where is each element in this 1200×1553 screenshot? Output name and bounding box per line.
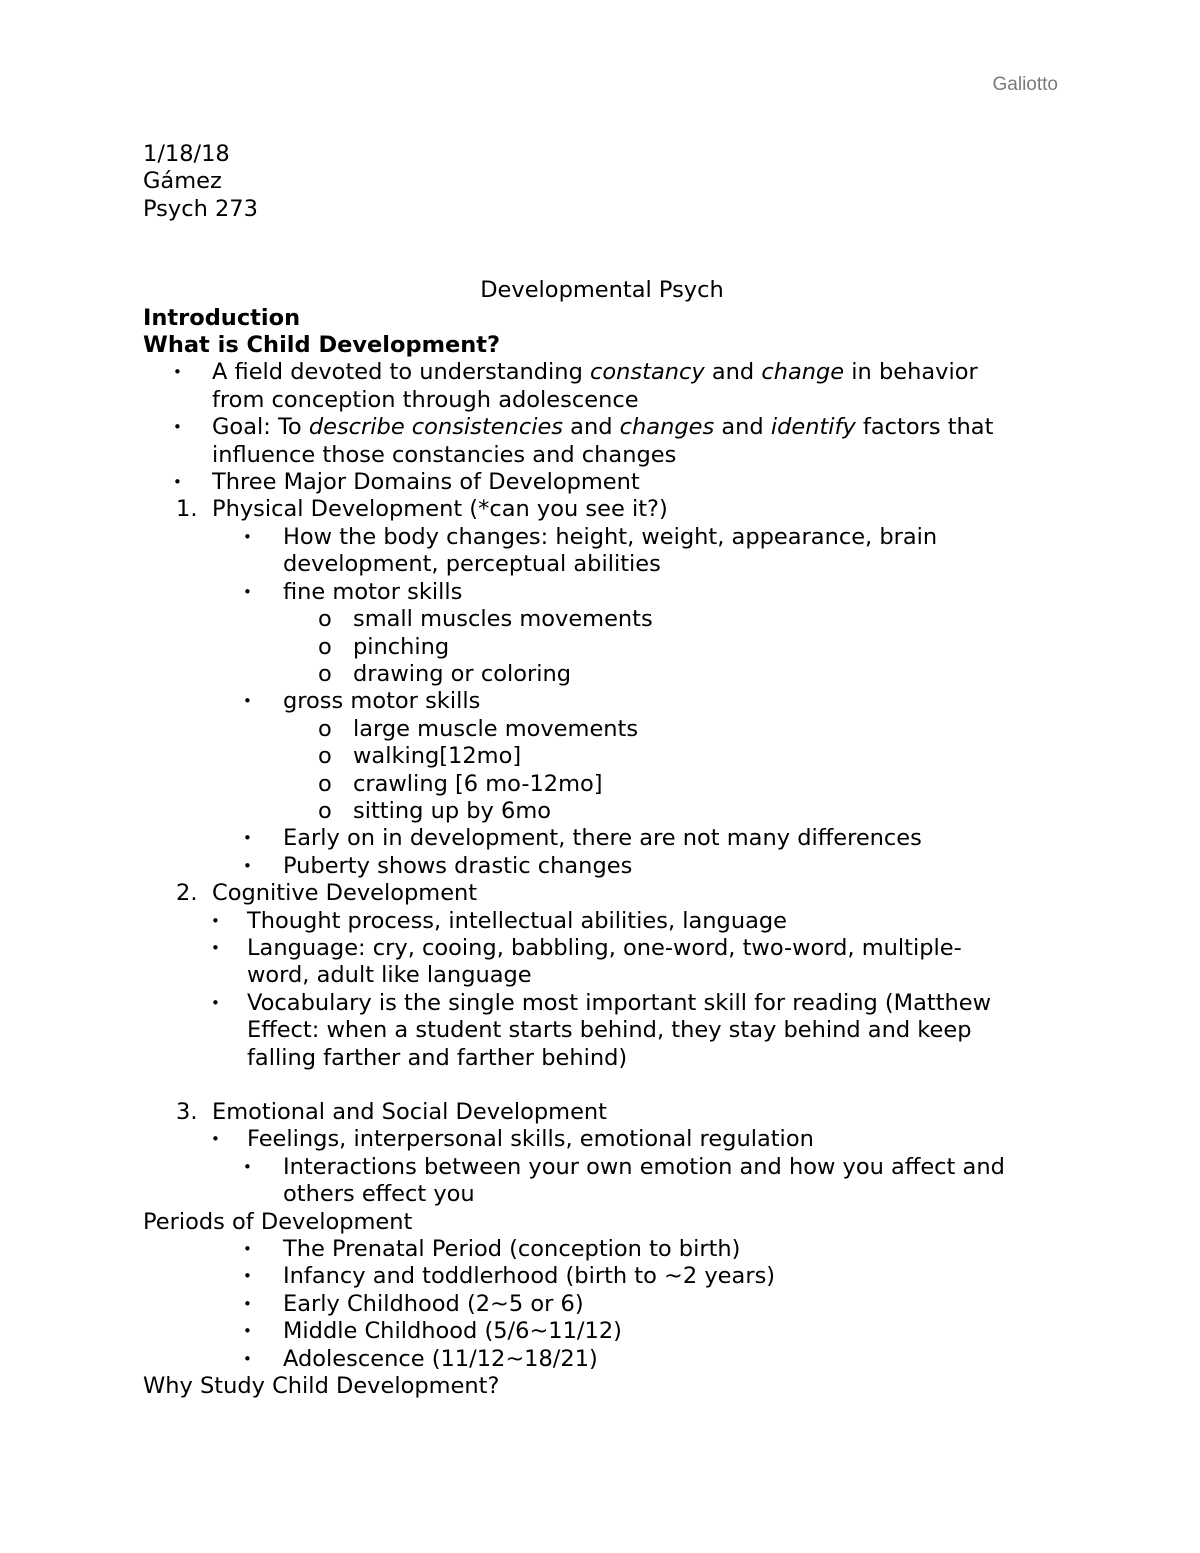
list-item xyxy=(143,935,1063,990)
heading-introduction: Introduction xyxy=(143,304,301,331)
numbered-item-physical xyxy=(143,496,1063,523)
date: 1/18/18 xyxy=(143,141,230,167)
text-run: crawling [6 mo-12mo] xyxy=(353,770,603,797)
italic-term: changes xyxy=(619,414,715,441)
list-item xyxy=(143,1154,1063,1209)
list-item xyxy=(143,688,1063,715)
list-item xyxy=(143,1236,1063,1263)
bullet-marker: • xyxy=(243,1157,252,1176)
list-item xyxy=(143,825,1063,852)
sub-marker: o xyxy=(318,606,332,633)
sub-list-item xyxy=(143,798,1063,825)
text-run: Emotional and Social Development xyxy=(212,1099,608,1125)
sub-list-item xyxy=(143,661,1063,688)
course: Psych 273 xyxy=(143,195,258,222)
bullet-marker: • xyxy=(243,1240,252,1259)
text-run: from conception through adolescence xyxy=(212,386,639,413)
text-run: others effect you xyxy=(283,1181,475,1208)
list-item xyxy=(143,1126,1063,1153)
list-item xyxy=(143,990,1063,1072)
text-run: Effect: when a student starts behind, they stay behind and keep xyxy=(247,1017,972,1044)
text-run: Middle Childhood (5/6~11/12) xyxy=(283,1318,622,1345)
bullet-marker: • xyxy=(243,582,252,601)
bullet-marker: • xyxy=(173,473,182,492)
text-run: gross motor skills xyxy=(283,688,481,715)
text-run: How the body changes: height, weight, appearance, brain xyxy=(283,523,938,550)
text-run: small muscles movements xyxy=(353,606,653,633)
sub-list-item xyxy=(143,634,1063,661)
bullet-marker: • xyxy=(243,1294,252,1313)
sub-marker: o xyxy=(318,797,332,824)
bullet-marker: • xyxy=(211,993,220,1012)
text-run: Adolescence (11/12~18/21) xyxy=(283,1345,598,1372)
instructor: Gámez xyxy=(143,168,222,195)
text-run: Early Childhood (2~5 or 6) xyxy=(283,1290,584,1317)
text-run: falling farther and farther behind) xyxy=(247,1044,628,1071)
list-item xyxy=(143,469,1063,496)
italic-term: identify xyxy=(770,414,856,441)
text-run: influence those constancies and changes xyxy=(212,441,677,468)
text-run: fine motor skills xyxy=(283,578,463,605)
text-run: large muscle movements xyxy=(353,715,639,742)
number-marker: 1. xyxy=(176,496,198,523)
document-title: Developmental Psych xyxy=(480,277,724,304)
italic-term: change xyxy=(761,359,845,386)
sub-list-item xyxy=(143,771,1063,798)
text-run: Language: cry, cooing, babbling, one-word, two-word, multiple- xyxy=(247,934,962,961)
list-item xyxy=(143,908,1063,935)
text-run: and xyxy=(714,414,771,441)
list-item xyxy=(143,1263,1063,1290)
list-item xyxy=(143,1291,1063,1318)
text-run: Interactions between your own emotion and how you affect and xyxy=(283,1153,1005,1180)
text-run: Cognitive Development xyxy=(212,880,478,907)
bullet-marker: • xyxy=(243,1349,252,1368)
list-item xyxy=(143,579,1063,606)
bullet-marker: • xyxy=(243,1322,252,1341)
document-body xyxy=(143,141,1063,1400)
bullet-marker: • xyxy=(243,692,252,711)
text-run: A field devoted to understanding xyxy=(212,359,591,386)
italic-term: describe consistencies xyxy=(308,414,564,441)
bullet-marker: • xyxy=(211,911,220,930)
sub-marker: o xyxy=(318,743,332,770)
bullet-marker: • xyxy=(243,829,252,848)
text-run: Physical Development (*can you see it?) xyxy=(212,496,668,523)
bullet-marker: • xyxy=(243,1267,252,1286)
list-item xyxy=(143,1346,1063,1373)
text-run: drawing or coloring xyxy=(353,660,572,687)
bullet-marker: • xyxy=(243,527,252,546)
sub-marker: o xyxy=(318,633,332,660)
text-run: The Prenatal Period (conception to birth) xyxy=(283,1236,741,1263)
text-run: development, perceptual abilities xyxy=(283,551,661,578)
list-item xyxy=(143,359,1063,414)
text-run: word, adult like language xyxy=(247,962,532,989)
heading-why-study: Why Study Child Development? xyxy=(143,1373,500,1400)
bullet-marker: • xyxy=(211,938,220,957)
bullet-marker: • xyxy=(173,363,182,382)
text-run: sitting up by 6mo xyxy=(353,797,552,824)
sub-list-item xyxy=(143,606,1063,633)
text-run: pinching xyxy=(353,633,450,660)
page-header-name: Galiotto xyxy=(992,74,1058,95)
sub-marker: o xyxy=(318,770,332,797)
list-item xyxy=(143,1318,1063,1345)
number-marker: 3. xyxy=(176,1099,198,1125)
spacer xyxy=(143,223,1063,250)
heading-what-is: What is Child Development? xyxy=(143,332,501,359)
sub-list-item xyxy=(143,716,1063,743)
text-run: Infancy and toddlerhood (birth to ~2 years) xyxy=(283,1263,776,1290)
sub-marker: o xyxy=(318,660,332,687)
list-item xyxy=(143,414,1063,469)
text-run: and xyxy=(704,359,762,386)
text-run: Thought process, intellectual abilities, language xyxy=(247,907,787,934)
spacer xyxy=(143,1072,1063,1099)
list-item xyxy=(143,524,1063,579)
text-run: Feelings, interpersonal skills, emotional regulation xyxy=(247,1126,814,1153)
bullet-marker: • xyxy=(173,418,182,437)
text-run: Vocabulary is the single most important skill for reading (Matthew xyxy=(247,989,992,1016)
text-run: and xyxy=(563,414,620,441)
text-run: Puberty shows drastic changes xyxy=(283,852,633,879)
text-run: in behavior xyxy=(844,359,978,386)
numbered-item-cognitive xyxy=(143,880,1063,907)
list-item xyxy=(143,853,1063,880)
heading-periods: Periods of Development xyxy=(143,1208,413,1235)
text-run: Goal: To xyxy=(212,414,309,441)
bullet-marker: • xyxy=(243,856,252,875)
text-run: factors that xyxy=(855,414,994,441)
number-marker: 2. xyxy=(176,880,198,907)
text-run: Three Major Domains of Development xyxy=(212,469,640,496)
text-run: walking[12mo] xyxy=(353,743,522,770)
bullet-marker: • xyxy=(211,1130,220,1149)
text-run: Early on in development, there are not many differences xyxy=(283,825,922,852)
spacer xyxy=(143,250,1063,277)
sub-marker: o xyxy=(318,715,332,742)
numbered-item-emotional xyxy=(143,1099,1063,1126)
sub-list-item xyxy=(143,743,1063,770)
italic-term: constancy xyxy=(590,359,705,386)
